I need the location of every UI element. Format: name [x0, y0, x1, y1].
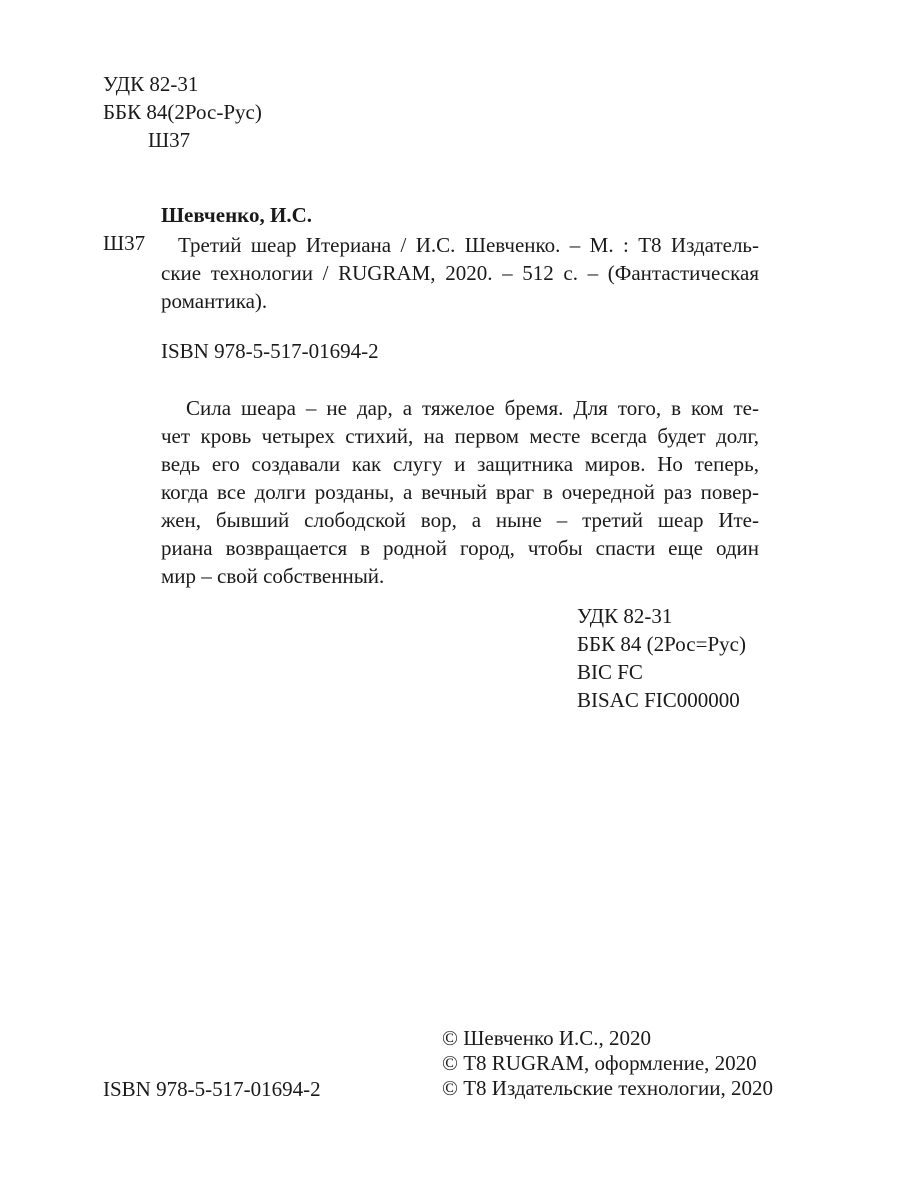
footer-isbn: ISBN 978-5-517-01694-2	[103, 1077, 321, 1101]
udk-code: УДК 82-31	[103, 72, 199, 96]
bbk-code: ББК 84(2Рос-Рус)	[103, 100, 262, 124]
annotation-line: риана возвращается в родной город, чтобы спасти еще один	[161, 536, 759, 560]
description-line: романтика).	[161, 289, 268, 313]
annotation-line: чет кровь четырех стихий, на первом месте всегда будет долг,	[161, 424, 759, 448]
annotation-line: жен, бывший слободской вор, а ныне – третий шеар Ите-	[161, 508, 759, 532]
annotation-line: когда все долги розданы, а вечный враг в очередной раз повер-	[161, 480, 759, 504]
bisac-code: BISAC FIC000000	[577, 688, 740, 712]
copyright-block	[442, 1026, 773, 1101]
description-line: Третий шеар Итериана / И.С. Шевченко. – М. : Т8 Издатель-	[178, 233, 759, 257]
bbk-code: ББК 84 (2Рос=Рус)	[577, 632, 746, 656]
annotation-line: мир – свой собственный.	[161, 564, 385, 588]
classification-top	[103, 70, 262, 154]
udk-code: УДК 82-31	[577, 604, 673, 628]
author-heading: Шевченко, И.С.	[161, 203, 313, 227]
copyright-line: © Т8 Издательские технологии, 2020	[442, 1076, 773, 1100]
annotation-line: Сила шеара – не дар, а тяжелое бремя. Для того, в ком те-	[186, 396, 759, 420]
annotation	[161, 394, 759, 590]
copyright-line: © Т8 RUGRAM, оформление, 2020	[442, 1051, 757, 1075]
annotation-line: ведь его создавали как слугу и защитника миров. Но теперь,	[161, 452, 759, 476]
copyright-line: © Шевченко И.С., 2020	[442, 1026, 652, 1050]
classification-bottom	[577, 602, 746, 714]
record-author-mark: Ш37	[103, 231, 146, 255]
author-mark: Ш37	[148, 128, 191, 152]
description-line: ские технологии / RUGRAM, 2020. – 512 с. – (Фантастическая	[161, 261, 759, 285]
record-isbn: ISBN 978-5-517-01694-2	[161, 339, 379, 363]
record-description	[161, 231, 759, 315]
bic-code: BIC FC	[577, 660, 643, 684]
